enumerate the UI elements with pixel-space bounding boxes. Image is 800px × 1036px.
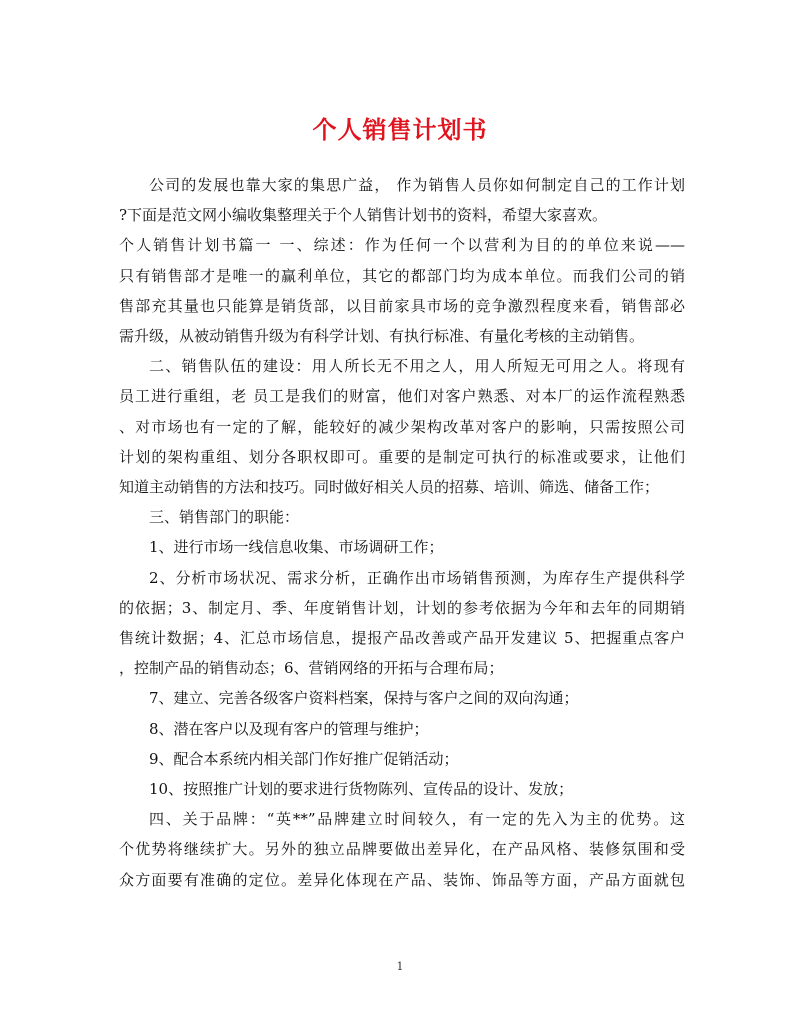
body-line: 9、配合本系统内相关部门作好推广促销活动；	[149, 749, 459, 768]
body-line: 众方面要有准确的定位。差异化体现在产品、装饰、饰品等方面，产品方面就包	[119, 870, 685, 889]
body-line: 个优势将继续扩大。另外的独立品牌要做出差异化，在产品风格、装修氛围和受	[119, 840, 685, 859]
body-line: 知道主动销售的方法和技巧。同时做好相关人员的招募、培训、筛选、储备工作；	[119, 478, 660, 497]
document-title: 个人销售计划书	[312, 115, 488, 144]
body-line: ，控制产品的销售动态；6、营销网络的开拓与合理布局；	[119, 659, 504, 678]
document-body	[119, 170, 685, 895]
body-line: 售部充其量也只能算是销货部，以目前家具市场的竞争激烈程度来看，销售部必	[119, 296, 685, 315]
body-line: 公司的发展也靠大家的集思广益， 作为销售人员你如何制定自己的工作计划	[149, 176, 685, 194]
body-line: 10、按照推广计划的要求进行货物陈列、宣传品的设计、发放；	[149, 780, 574, 799]
body-line: 只有销售部才是唯一的赢利单位，其它的都部门均为成本单位。而我们公司的销	[119, 266, 685, 285]
body-line: 员工进行重组，老 员工是我们的财富，他们对客户熟悉、对本厂的运作流程熟悉	[119, 387, 685, 406]
body-line: 8、潜在客户以及现有客户的管理与维护；	[149, 719, 429, 738]
body-line: 1、进行市场一线信息收集、市场调研工作；	[149, 538, 444, 557]
body-line: 个人销售计划书篇一 一、综述：作为任何一个以营利为目的的单位来说——	[119, 236, 685, 255]
page-number: 1	[396, 960, 404, 973]
body-line: 二、销售队伍的建设：用人所长无不用之人，用人所短无可用之人。将现有	[149, 357, 685, 376]
body-line: ?下面是范文网小编收集整理关于个人销售计划书的资料，希望大家喜欢。	[119, 206, 608, 225]
body-line: 售统计数据；4、汇总市场信息，提报产品改善或产品开发建议 5、把握重点客户	[119, 629, 685, 648]
body-line: 、对市场也有一定的了解，能较好的减少架构改革对客户的影响，只需按照公司	[119, 417, 685, 436]
body-line: 的依据；3、制定月、季、年度销售计划，计划的参考依据为今年和去年的同期销	[119, 598, 685, 617]
body-line: 2、分析市场状况、需求分析，正确作出市场销售预测，为库存生产提供科学	[149, 568, 685, 587]
body-line: 四、关于品牌：“英**”品牌建立时间较久，有一定的先入为主的优势。这	[149, 810, 685, 829]
body-line: 7、建立、完善各级客户资料档案，保持与客户之间的双向沟通；	[149, 689, 579, 708]
body-line: 需升级，从被动销售升级为有科学计划、有执行标准、有量化考核的主动销售。	[119, 327, 645, 346]
body-line: 三、销售部门的职能：	[149, 508, 300, 527]
body-line: 计划的架构重组、划分各职权即可。重要的是制定可执行的标准或要求，让他们	[119, 447, 685, 466]
